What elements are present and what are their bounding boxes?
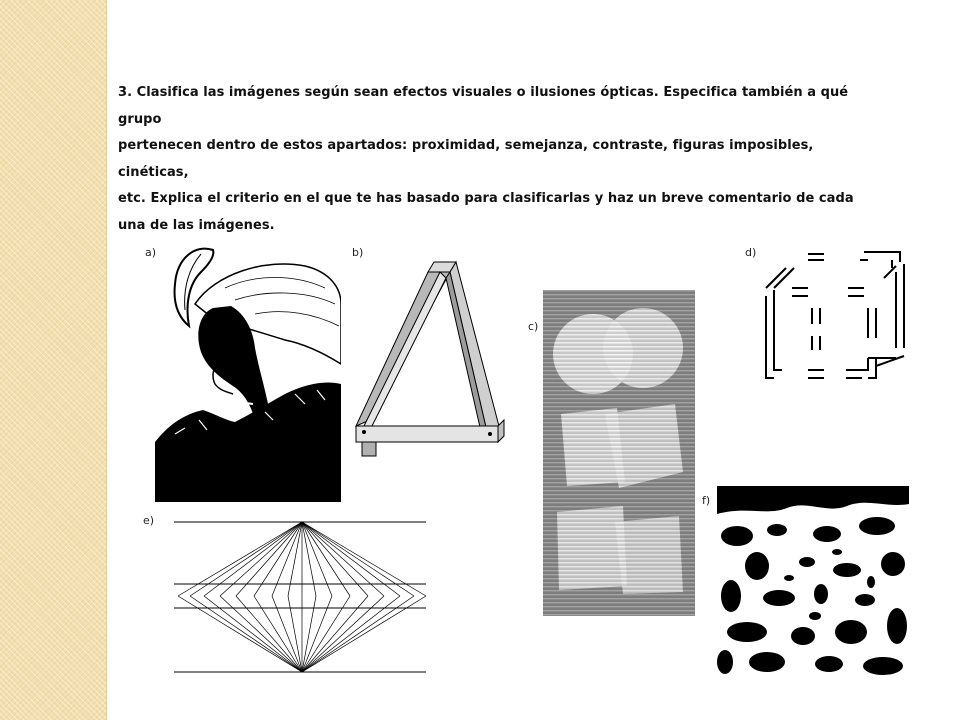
figure-d-label: d): [745, 246, 757, 259]
hering-illusion-icon: [174, 520, 430, 676]
decorative-paper-edge: [0, 0, 107, 720]
impossible-triangle-icon: [354, 258, 506, 460]
figure-e-label: e): [143, 514, 155, 527]
question-line-4: una de las imágenes.: [118, 217, 275, 233]
question-line-2: pertenecen dentro de estos apartados: proximidad, semejanza, contraste, figuras imposibles, cinéticas,: [118, 138, 814, 180]
question-text: [118, 80, 888, 239]
striped-transparency-illusion-icon: [543, 290, 695, 616]
figure-f-label: f): [702, 494, 711, 507]
figure-a-label: a): [145, 246, 157, 259]
hidden-dalmatian-icon: [717, 486, 909, 676]
young-old-woman-illusion-icon: [155, 244, 341, 502]
figure-c-label: c): [528, 320, 539, 333]
figure-b-label: b): [352, 246, 364, 259]
question-line-1: 3. Clasifica las imágenes según sean efectos visuales o ilusiones ópticas. Especifica también a qué grupo: [118, 85, 849, 127]
subjective-contour-cube-icon: [764, 248, 908, 384]
question-line-3: etc. Explica el criterio en el que te has basado para clasificarlas y haz un breve comentario de cada: [118, 191, 854, 206]
